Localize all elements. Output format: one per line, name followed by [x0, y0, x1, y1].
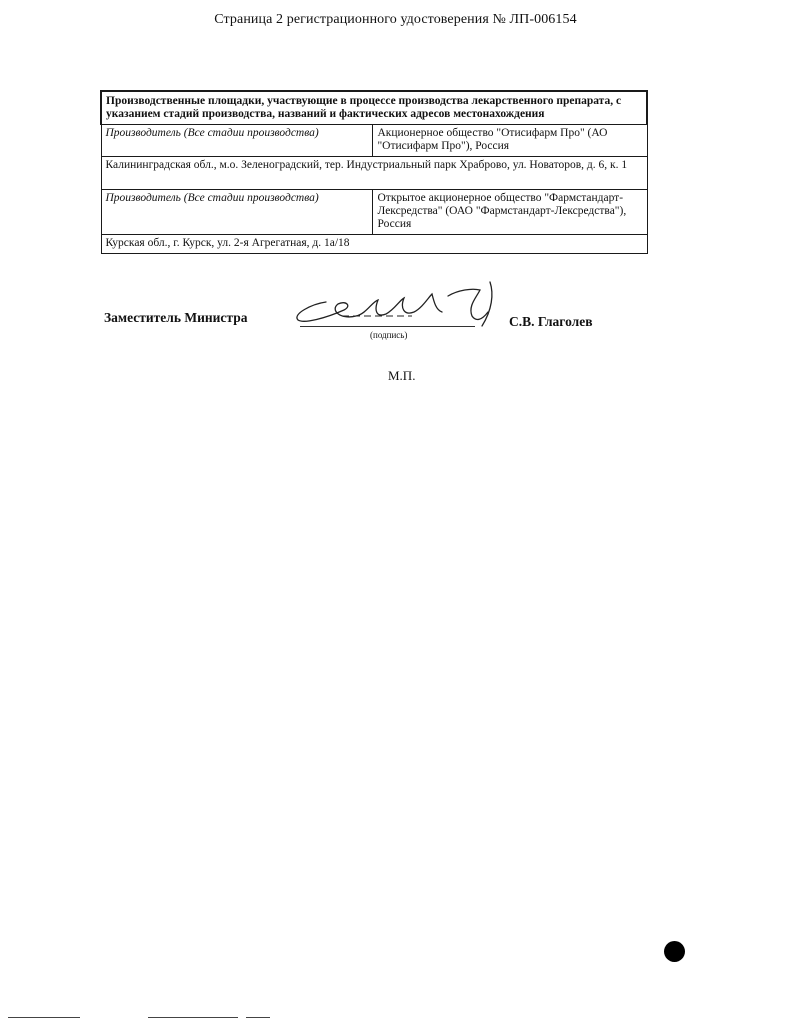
table-header-row — [101, 91, 647, 125]
signatory-position: Заместитель Министра — [104, 310, 248, 325]
scan-mark-dot — [664, 941, 685, 962]
table-row — [101, 157, 647, 190]
signature-caption: (подпись) — [370, 330, 408, 340]
site-1-organization: Акционерное общество "Отисифарм Про" (АО "Отисифарм Про"), Россия — [373, 125, 647, 157]
footer-rule-right — [246, 1017, 270, 1018]
site-2-address: Курская обл., г. Курск, ул. 2-я Агрегатная, д. 1а/18 — [101, 235, 647, 254]
stamp-place-label: М.П. — [388, 368, 416, 383]
footer-rule-left — [8, 1017, 80, 1018]
handwritten-signature — [282, 276, 507, 332]
footer-rule-middle — [148, 1017, 238, 1018]
site-2-stage: Производитель (Все стадии производства) — [101, 190, 373, 235]
site-1-stage: Производитель (Все стадии производства) — [101, 125, 373, 157]
site-2-organization: Открытое акционерное общество "Фармстандарт-Лексредства" (ОАО "Фармстандарт-Лексредства"), Россия — [373, 190, 647, 235]
production-sites-table — [100, 90, 648, 254]
signature-line — [300, 326, 475, 327]
table-row — [101, 235, 647, 254]
signatory-name: С.В. Глаголев — [509, 314, 593, 329]
site-1-address: Калининградская обл., м.о. Зеленоградский, тер. Индустриальный парк Храброво, ул. Новаторов, д. 6, к. 1 — [101, 157, 647, 190]
table-row — [101, 190, 647, 235]
table-heading: Производственные площадки, участвующие в процессе производства лекарственного препарата, с указанием стадий производства, названий и фактических адресов местонахождения — [101, 91, 647, 125]
page-header: Страница 2 регистрационного удостоверения № ЛП-006154 — [214, 12, 577, 27]
table-row — [101, 125, 647, 157]
